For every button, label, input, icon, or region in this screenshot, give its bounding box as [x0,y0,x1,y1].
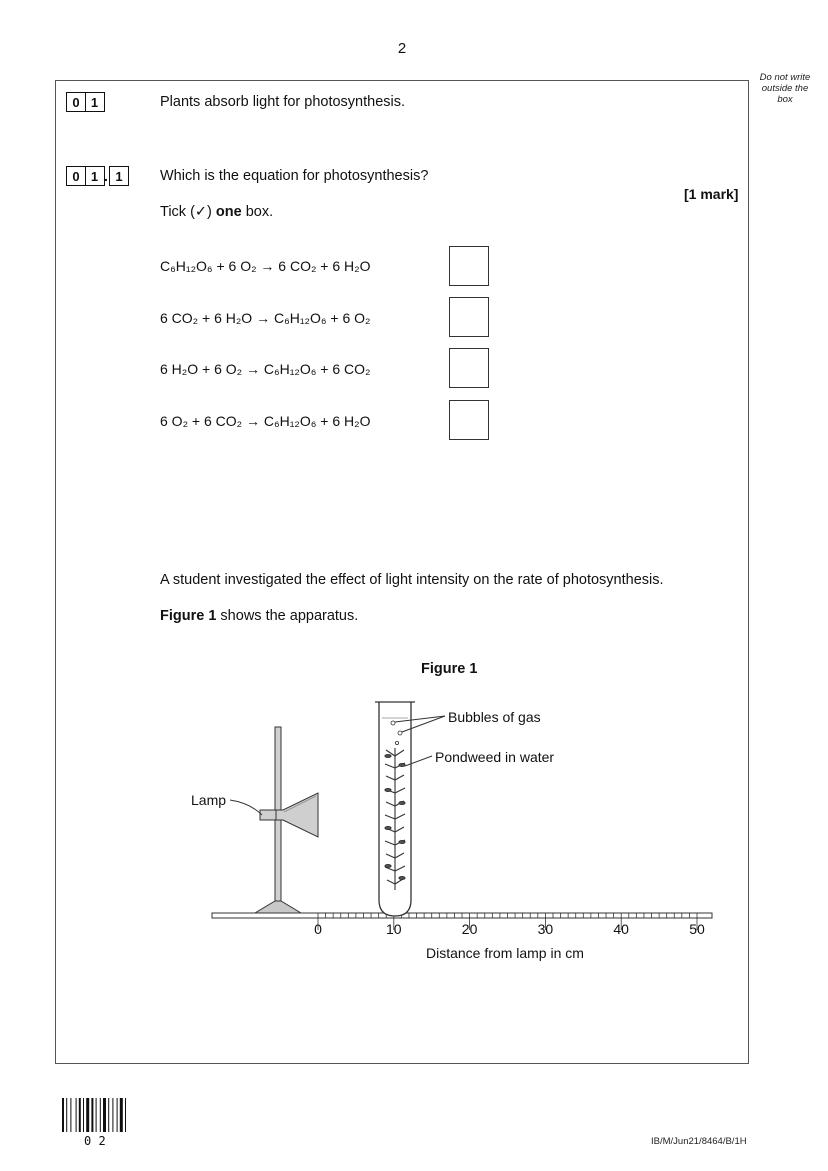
ruler-tick-label: 10 [386,921,402,937]
barcode [62,1098,142,1134]
equation-option-2: 6 CO₂ + 6 H₂O → C₆H₁₂O₆ + 6 O₂ [160,310,371,326]
lamp-clamp [260,810,276,820]
label-pondweed: Pondweed in water [435,749,555,765]
lamp-stand-base [255,901,301,913]
barcode-bar [112,1098,113,1132]
question-digit: 0 [66,92,86,112]
lamp-leader-line [230,800,262,815]
equation-option-3: 6 H₂O + 6 O₂ → C₆H₁₂O₆ + 6 CO₂ [160,361,371,377]
question-dot: . [104,168,108,184]
barcode-bar [76,1098,77,1132]
margin-note-line: outside the [761,83,809,94]
marks-label: [1 mark] [684,186,739,202]
subquestion-text: Which is the equation for photosynthesis? [160,168,429,184]
question-digit: 1 [85,166,105,186]
investigation-text: A student investigated the effect of light intensity on the rate of photosynthesis. [160,572,664,588]
barcode-bar [66,1098,67,1132]
barcode-bar [70,1098,71,1132]
barcode-bar [117,1098,118,1132]
barcode-bar [108,1098,109,1132]
margin-note-line: box [777,94,793,105]
tick-instruction-text: Tick (✓) [160,204,216,220]
ruler-tick-label: 40 [613,921,629,937]
barcode-bar [86,1098,89,1132]
barcode-bar [62,1098,64,1132]
barcode-bar [96,1098,97,1132]
barcode-bar [120,1098,123,1132]
tick-instruction-bold: one [215,204,242,220]
equation-option-1: C₆H₁₂O₆ + 6 O₂ → 6 CO₂ + 6 H₂O [160,258,371,274]
gas-bubble [398,731,402,735]
axis-label: Distance from lamp in cm [426,945,584,961]
footer-page-code: 0 2 [84,1134,106,1148]
ruler-tick-label: 30 [537,921,554,937]
figure-reference-text: shows the apparatus. [216,608,359,624]
question-intro: Plants absorb light for photosynthesis. [160,94,406,110]
question-part: 1 [109,166,129,186]
question-digit: 0 [66,166,86,186]
label-bubbles: Bubbles of gas [448,709,541,725]
barcode-bar [79,1098,81,1132]
barcode-bar [100,1098,101,1132]
label-lamp: Lamp [191,792,227,808]
figure-title: Figure 1 [421,661,478,677]
page-number: 2 [397,40,407,57]
barcode-bar [103,1098,106,1132]
footer-reference: IB/M/Jun21/8464/B/1H [651,1136,747,1147]
figure-reference-bold: Figure 1 [160,608,217,624]
barcode-bar [91,1098,93,1132]
equation-option-4: 6 O₂ + 6 CO₂ → C₆H₁₂O₆ + 6 H₂O [160,413,371,429]
gas-bubble [395,741,398,744]
ruler-tick-label: 20 [461,921,478,937]
tick-instruction-text: box. [241,204,274,220]
barcode-bar [83,1098,84,1132]
ruler-tick-label: 50 [689,921,705,937]
margin-note-line: Do not write [759,72,811,83]
lamp-shade [276,793,318,837]
ruler-tick-label: 0 [314,921,322,937]
barcode-bar [125,1098,126,1132]
question-digit: 1 [85,92,105,112]
gas-bubble [391,721,395,725]
